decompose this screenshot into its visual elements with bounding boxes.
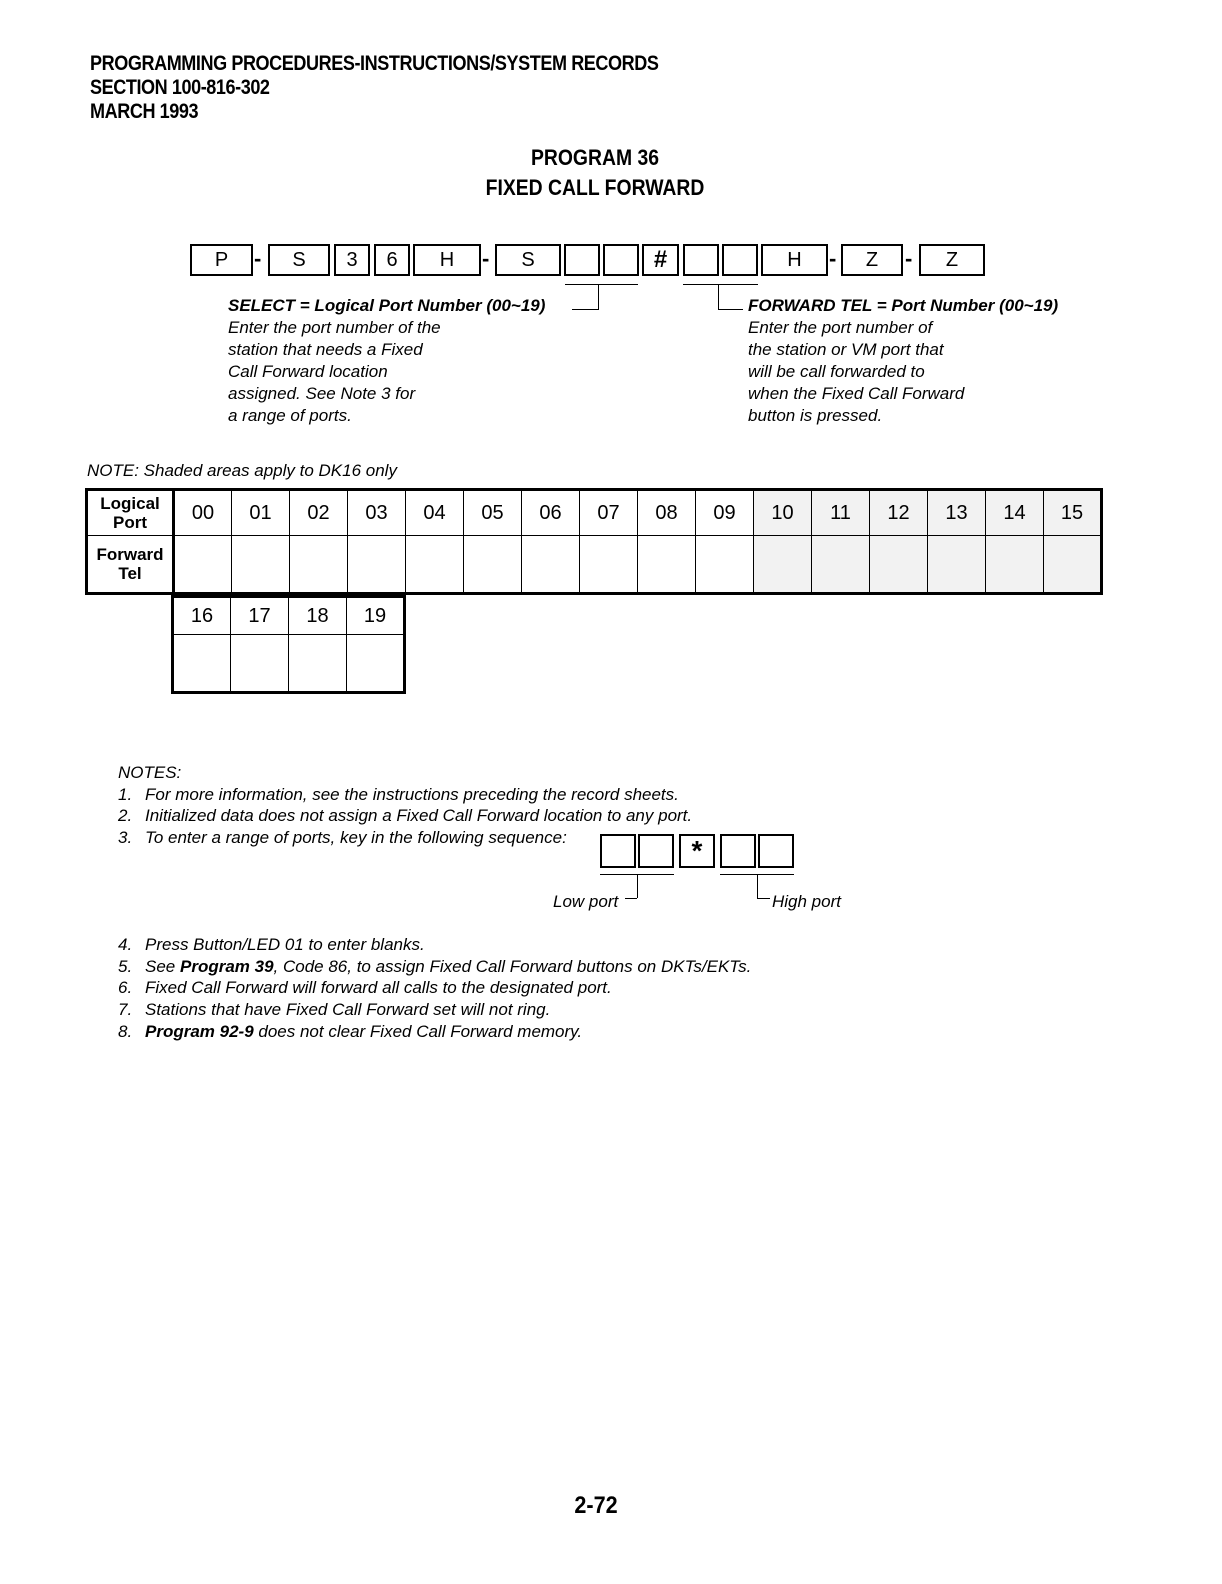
key-hash: # bbox=[642, 244, 679, 276]
notes-heading: NOTES: bbox=[118, 763, 182, 782]
forward-entry-cell bbox=[464, 536, 522, 594]
forward-entry-cell-shaded bbox=[928, 536, 986, 594]
port-cell: 02 bbox=[290, 490, 348, 536]
select-title: SELECT = Logical Port Number (00~19) bbox=[228, 296, 546, 315]
key-h: H bbox=[413, 244, 481, 276]
select-desc-line: assigned. See Note 3 for bbox=[228, 384, 416, 403]
port-cell: 01 bbox=[232, 490, 290, 536]
port-cell: 09 bbox=[696, 490, 754, 536]
forward-leader bbox=[718, 309, 743, 310]
record-table bbox=[85, 488, 1103, 595]
dash: - bbox=[254, 246, 262, 271]
forward-desc-line: button is pressed. bbox=[748, 406, 883, 425]
select-bracket bbox=[565, 284, 638, 285]
port-cell: 05 bbox=[464, 490, 522, 536]
note-item bbox=[118, 1021, 751, 1043]
dash: - bbox=[905, 246, 913, 271]
note-text: does not clear Fixed Call Forward memory. bbox=[253, 1021, 583, 1041]
key-h: H bbox=[761, 244, 828, 276]
low-port-label: Low port bbox=[553, 892, 619, 911]
forward-digit-box bbox=[722, 244, 758, 276]
program-name: FIXED CALL FORWARD bbox=[485, 175, 705, 200]
port-cell-shaded: 14 bbox=[986, 490, 1044, 536]
dash: - bbox=[829, 246, 837, 271]
header-line-2: SECTION 100-816-302 bbox=[90, 76, 270, 99]
select-digit-box bbox=[564, 244, 600, 276]
select-digit-box bbox=[603, 244, 639, 276]
note-bold-reference: Program 39 bbox=[179, 956, 274, 976]
note-number: 8. bbox=[118, 1021, 133, 1041]
port-cell-shaded: 12 bbox=[870, 490, 928, 536]
select-leader bbox=[572, 309, 599, 310]
row-label-logical-port bbox=[87, 490, 174, 536]
port-cell: 04 bbox=[406, 490, 464, 536]
key-s: S bbox=[268, 244, 330, 276]
key-z: Z bbox=[919, 244, 985, 276]
port-cell-shaded: 11 bbox=[812, 490, 870, 536]
note-text: Press Button/LED 01 to enter blanks. bbox=[145, 935, 425, 954]
forward-entry-cell bbox=[232, 536, 290, 594]
note-text: , Code 86, to assign Fixed Call Forward buttons on DKTs/EKTs. bbox=[273, 956, 752, 976]
forward-entry-cell bbox=[696, 536, 754, 594]
note-number: 3. bbox=[118, 828, 133, 848]
note-number: 7. bbox=[118, 1000, 133, 1020]
note-item bbox=[118, 999, 751, 1021]
note-item bbox=[118, 805, 692, 827]
forward-entry-cell bbox=[231, 635, 289, 693]
low-port-leader bbox=[637, 874, 638, 898]
port-cell: 19 bbox=[347, 597, 405, 635]
record-table-extended bbox=[171, 595, 406, 694]
forward-desc-line: when the Fixed Call Forward bbox=[748, 384, 965, 403]
note-text: For more information, see the instructions preceding the record sheets. bbox=[145, 784, 679, 804]
forward-leader bbox=[718, 284, 719, 309]
select-desc-line: station that needs a Fixed bbox=[228, 340, 423, 359]
select-desc-line: a range of ports. bbox=[228, 406, 352, 425]
port-cell: 08 bbox=[638, 490, 696, 536]
forward-title: FORWARD TEL = Port Number (00~19) bbox=[748, 296, 1059, 315]
forward-entry-cell bbox=[348, 536, 406, 594]
high-port-digit-box bbox=[720, 834, 756, 868]
port-cell: 06 bbox=[522, 490, 580, 536]
note-number: 5. bbox=[118, 956, 133, 976]
low-port-digit-box bbox=[600, 834, 636, 868]
program-title bbox=[419, 143, 771, 203]
key-6: 6 bbox=[374, 244, 410, 276]
high-port-leader bbox=[757, 898, 770, 899]
high-port-leader bbox=[757, 874, 758, 898]
document-header bbox=[90, 52, 659, 124]
note-text: Initialized data does not assign a Fixed Call Forward location to any port. bbox=[145, 806, 693, 826]
note-text: See bbox=[145, 956, 180, 976]
logical-port-row bbox=[173, 597, 405, 635]
forward-desc-line: Enter the port number of bbox=[748, 318, 933, 337]
asterisk-key: * bbox=[679, 834, 715, 868]
dash: - bbox=[482, 246, 490, 271]
forward-entry-cell bbox=[289, 635, 347, 693]
row-label-text: Logical bbox=[100, 494, 160, 513]
select-description bbox=[228, 295, 545, 427]
note-item bbox=[118, 784, 692, 806]
forward-entry-cell-shaded bbox=[986, 536, 1044, 594]
forward-entry-cell bbox=[580, 536, 638, 594]
key-s: S bbox=[495, 244, 561, 276]
low-port-leader bbox=[625, 898, 637, 899]
forward-tel-row bbox=[173, 635, 405, 693]
port-cell-shaded: 13 bbox=[928, 490, 986, 536]
forward-bracket bbox=[683, 284, 758, 285]
note-text: Fixed Call Forward will forward all calls to the designated port. bbox=[145, 978, 612, 998]
forward-entry-cell-shaded bbox=[1044, 536, 1102, 594]
logical-port-row bbox=[87, 490, 1102, 536]
note-text: Stations that have Fixed Call Forward set will not ring. bbox=[145, 1000, 551, 1020]
forward-desc-line: the station or VM port that bbox=[748, 340, 944, 359]
forward-entry-cell bbox=[347, 635, 405, 693]
shade-note: NOTE: Shaded areas apply to DK16 only bbox=[87, 461, 397, 480]
note-number: 4. bbox=[118, 935, 133, 954]
program-number: PROGRAM 36 bbox=[530, 145, 660, 170]
port-cell: 16 bbox=[173, 597, 231, 635]
note-bold-reference: Program 92-9 bbox=[145, 1021, 254, 1041]
forward-entry-cell bbox=[174, 536, 232, 594]
select-desc-line: Call Forward location bbox=[228, 362, 388, 381]
forward-entry-cell-shaded bbox=[870, 536, 928, 594]
forward-entry-cell-shaded bbox=[812, 536, 870, 594]
forward-entry-cell bbox=[522, 536, 580, 594]
high-port-digit-box bbox=[758, 834, 794, 868]
note-number: 1. bbox=[118, 784, 133, 804]
port-cell: 18 bbox=[289, 597, 347, 635]
key-3: 3 bbox=[334, 244, 370, 276]
forward-description bbox=[748, 295, 1058, 427]
forward-digit-box bbox=[683, 244, 719, 276]
note-number: 2. bbox=[118, 806, 133, 826]
forward-desc-line: will be call forwarded to bbox=[748, 362, 925, 381]
forward-entry-cell bbox=[290, 536, 348, 594]
page-number: 2-72 bbox=[574, 1492, 618, 1519]
port-cell: 17 bbox=[231, 597, 289, 635]
note-item bbox=[118, 934, 751, 956]
row-label-text: Tel bbox=[118, 564, 142, 583]
select-desc-line: Enter the port number of the bbox=[228, 318, 441, 337]
forward-tel-row bbox=[87, 536, 1102, 594]
row-label-text: Port bbox=[113, 513, 147, 532]
port-cell: 03 bbox=[348, 490, 406, 536]
key-z: Z bbox=[841, 244, 903, 276]
note-item bbox=[118, 977, 751, 999]
low-port-digit-box bbox=[638, 834, 674, 868]
forward-entry-cell bbox=[406, 536, 464, 594]
forward-entry-cell bbox=[638, 536, 696, 594]
port-cell: 07 bbox=[580, 490, 638, 536]
key-p: P bbox=[190, 244, 253, 276]
note-number: 6. bbox=[118, 978, 133, 998]
notes-section-continued bbox=[118, 934, 751, 1043]
note-item bbox=[118, 956, 751, 978]
select-leader bbox=[598, 284, 599, 309]
row-label-text: Forward bbox=[96, 545, 164, 564]
high-port-label: High port bbox=[772, 892, 841, 911]
row-label-forward-tel bbox=[87, 536, 174, 594]
header-line-3: MARCH 1993 bbox=[90, 100, 199, 123]
port-cell-shaded: 10 bbox=[754, 490, 812, 536]
forward-entry-cell-shaded bbox=[754, 536, 812, 594]
forward-entry-cell bbox=[173, 635, 231, 693]
header-line-1: PROGRAMMING PROCEDURES-INSTRUCTIONS/SYSTEM RECORDS bbox=[90, 52, 659, 75]
note-text: To enter a range of ports, key in the following sequence: bbox=[145, 828, 567, 848]
port-cell: 00 bbox=[174, 490, 232, 536]
port-cell-shaded: 15 bbox=[1044, 490, 1102, 536]
